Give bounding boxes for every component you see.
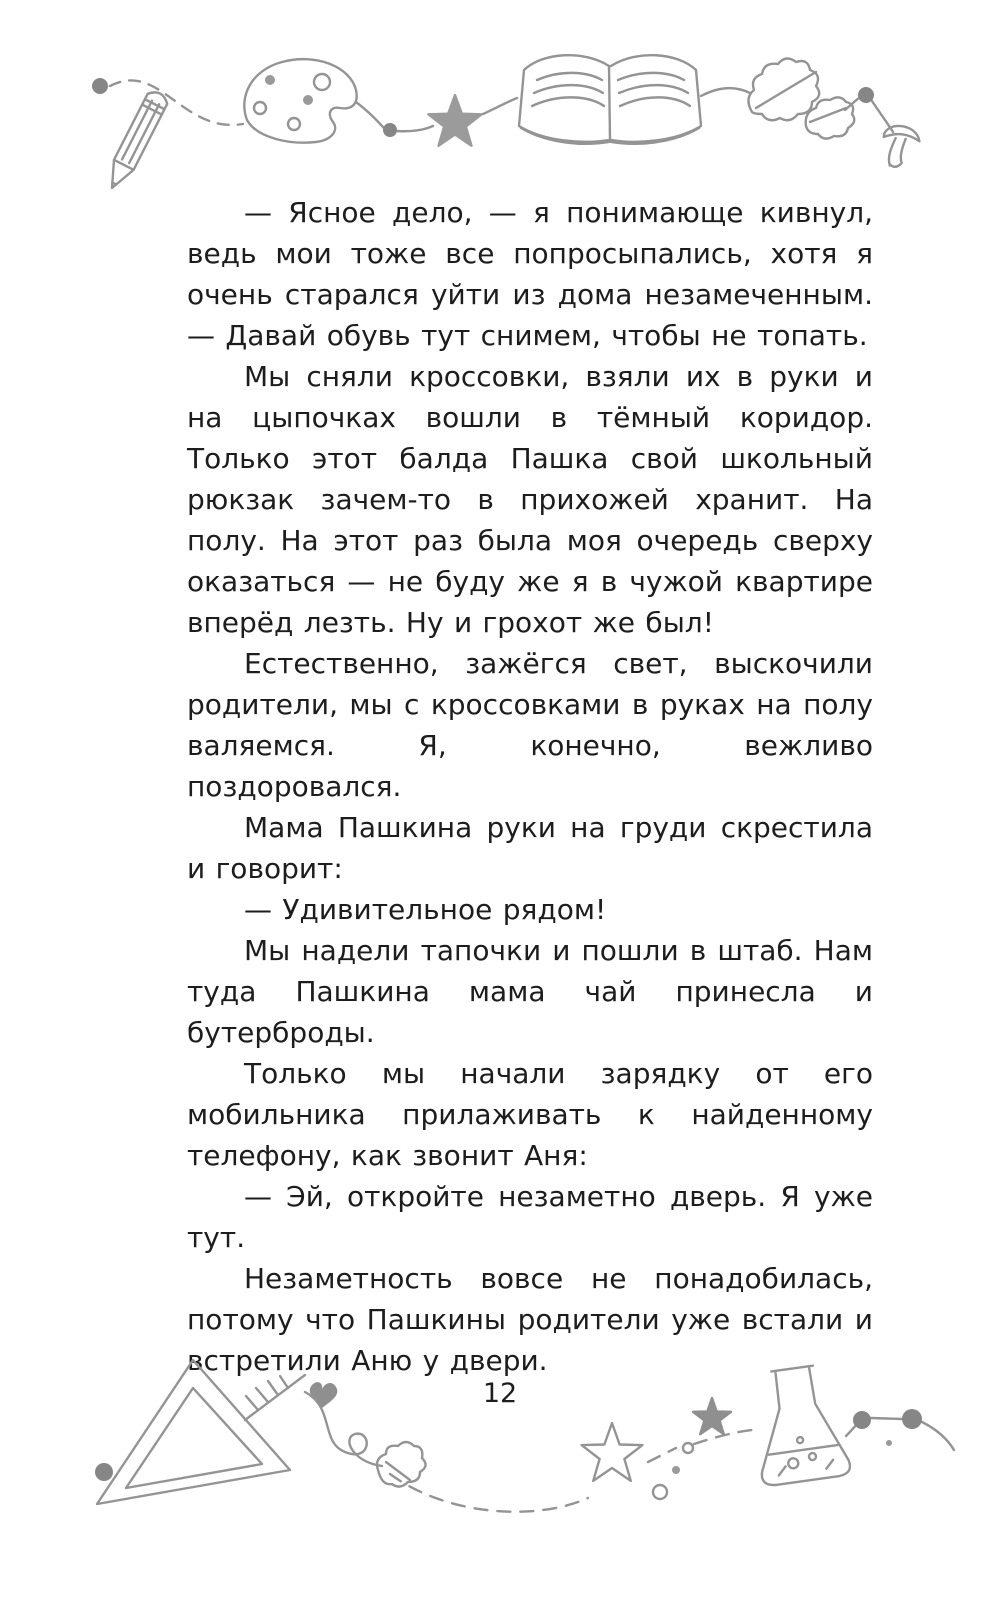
garland-string-icon (390, 1418, 954, 1512)
paragraph: Мы надели тапочки и пошли в штаб. Нам туда Пашкина мама чай принесла и бутерброды. (187, 934, 873, 1049)
paragraph: Естественно, зажёгся свет, выскочили родители, мы с кроссовками в руках на полу валяемся. Я, конечно, вежливо поздоровался. (187, 647, 873, 803)
bead-icon (886, 1440, 892, 1446)
oak-leaf-icon (748, 58, 854, 138)
oak-leaf-icon (377, 1442, 426, 1487)
bead-icon (902, 1409, 922, 1429)
page-number: 12 (482, 1378, 518, 1409)
star-icon (582, 1423, 643, 1481)
paragraph: Только мы начали зарядку от его мобильника прилаживать к найденному телефону, как звонит Аня: (187, 1057, 873, 1172)
bead-icon (858, 87, 874, 103)
paragraph: — Удивительное рядом! (244, 893, 607, 926)
top-doodle-band (0, 38, 1000, 210)
star-icon (428, 95, 481, 146)
bead-icon (853, 1411, 871, 1429)
paragraph: Незаметность вовсе не понадобилась, потому что Пашкины родители уже встали и встретили Аню у двери. (187, 1262, 873, 1377)
page-text (187, 192, 873, 1381)
paragraph: Мама Пашкина руки на груди скрестила и говорит: (187, 811, 873, 885)
dot-cluster-icon (653, 1443, 693, 1499)
pencil-icon (102, 89, 170, 193)
mushroom-icon (879, 123, 922, 170)
bead-icon (92, 78, 108, 94)
paragraph: — Эй, откройте незаметно дверь. Я уже тут. (187, 1180, 873, 1254)
open-book-icon (519, 55, 701, 144)
paragraph: Мы сняли кроссовки, взяли их в руки и на цыпочках вошли в тёмный коридор. Только этот балда Пашка свой школьный рюкзак зачем-то в прихожей хранит. На полу. На этот раз была моя очередь сверху оказаться — не буду же я в чужой квартире вперёд лезть. Ну и грохот же был! (187, 360, 873, 639)
paragraph: — Ясное дело, — я понимающе кивнул, ведь мои тоже все попросыпались, хотя я очень старался уйти из дома незамеченным. — Давай обувь тут снимем, чтобы не топать. (187, 196, 873, 352)
garland-string-icon (110, 80, 893, 132)
bead-icon (95, 1463, 113, 1481)
bead-icon (383, 123, 397, 137)
palette-icon (244, 59, 356, 143)
